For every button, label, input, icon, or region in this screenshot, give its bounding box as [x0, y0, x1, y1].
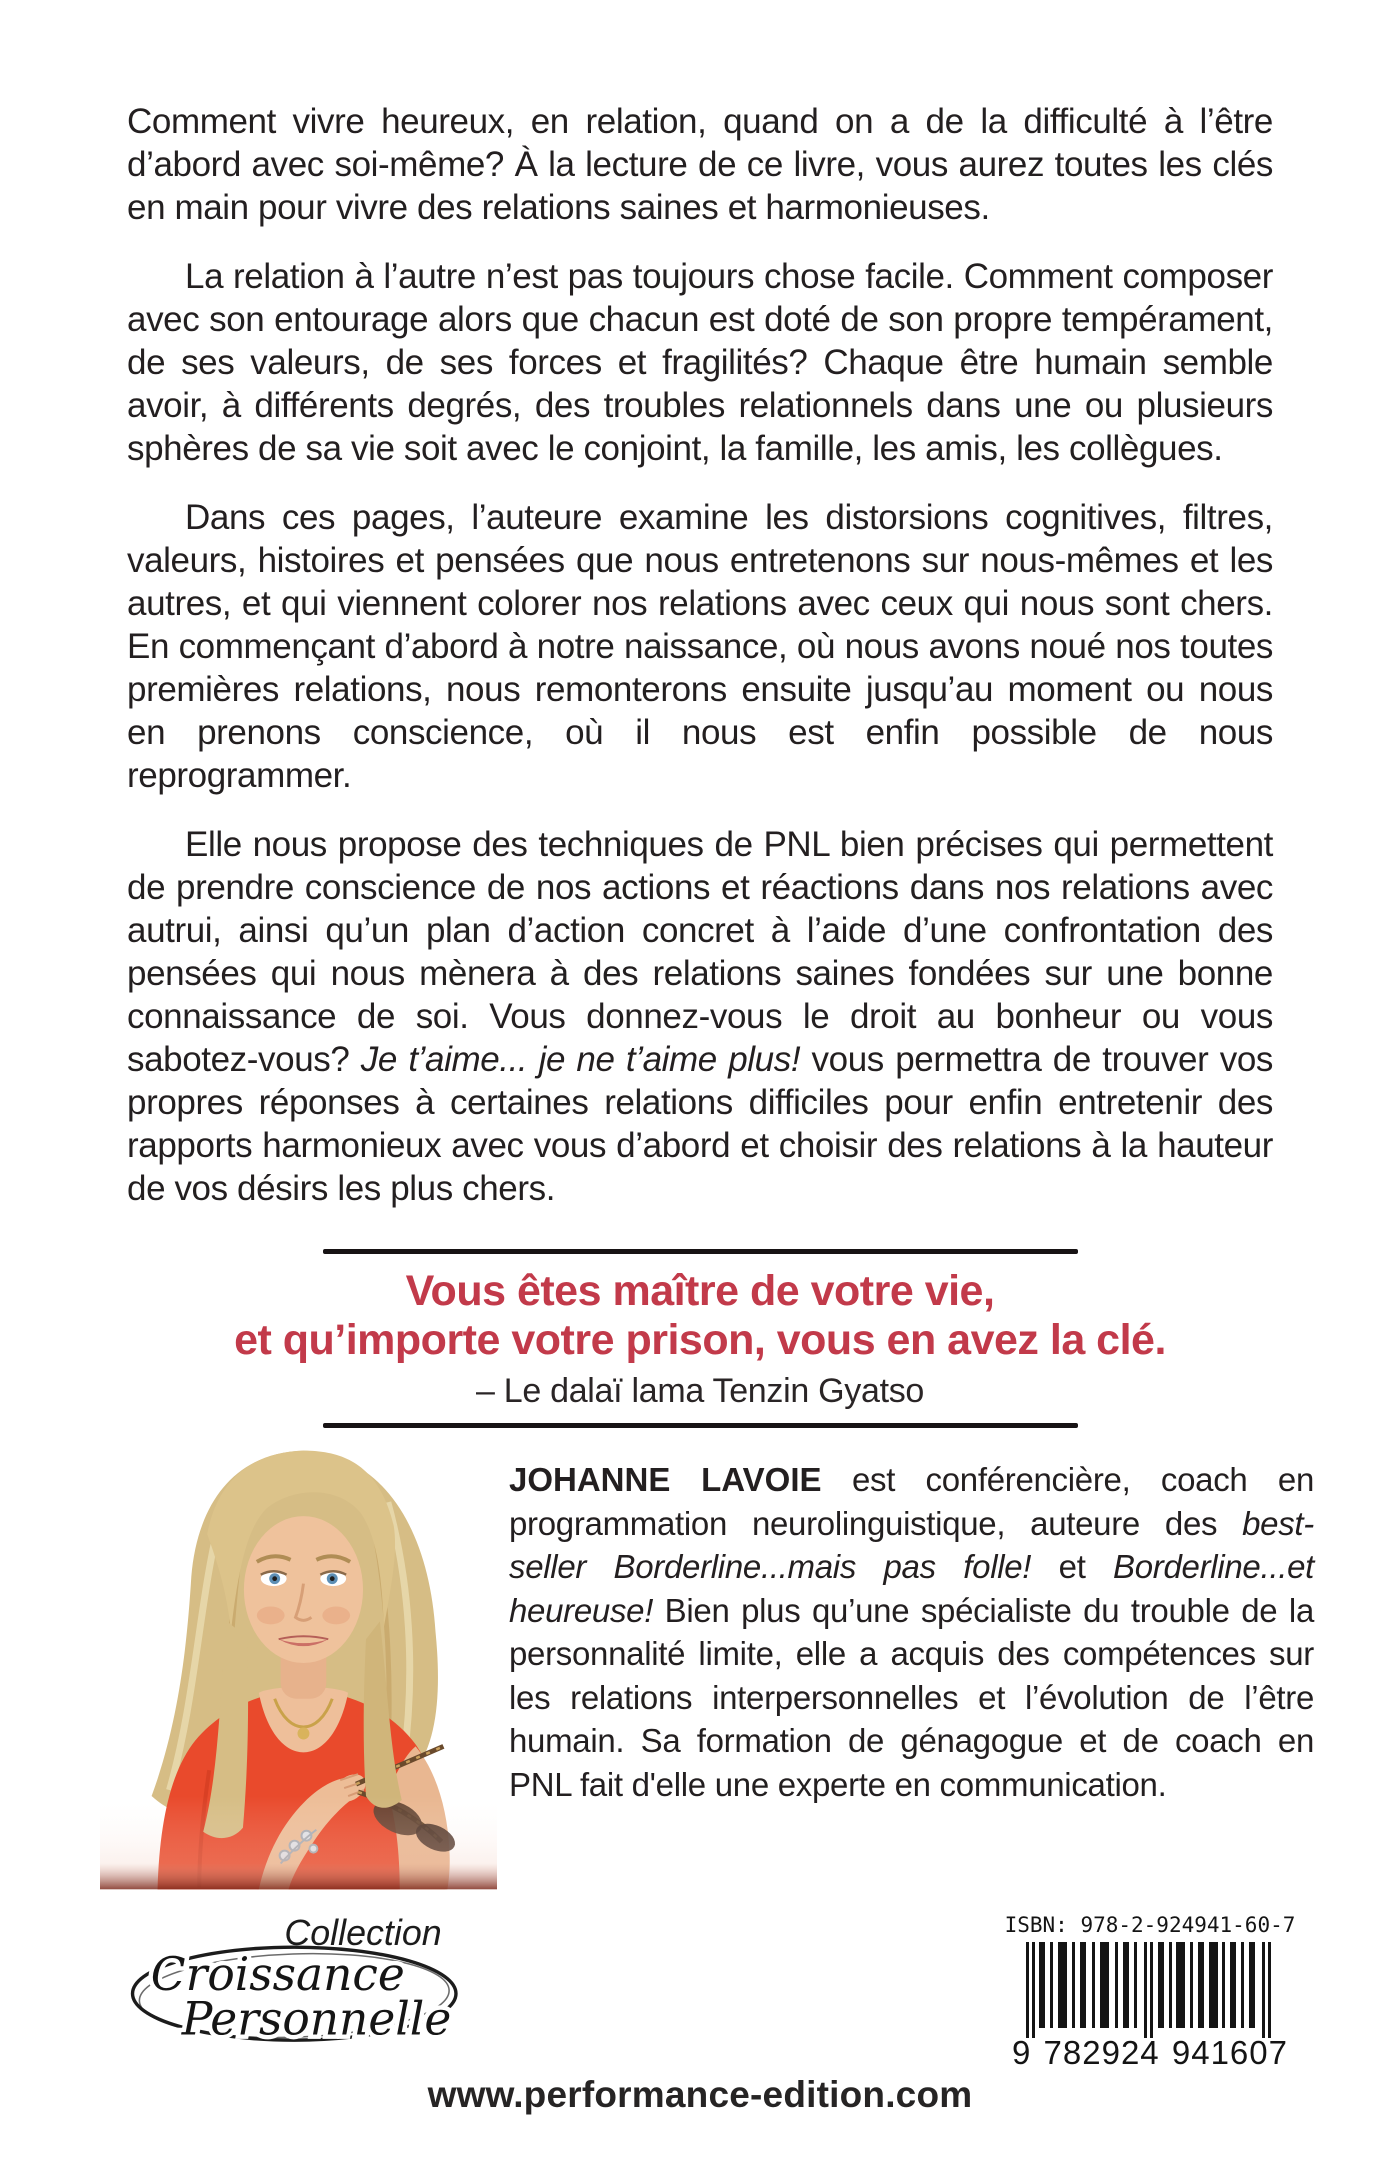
quote-block [127, 1249, 1273, 1428]
collection-script-line1: Croissance [150, 1947, 405, 2001]
isbn-digit-lead: 9 [1012, 2034, 1032, 2071]
barcode-bars [1022, 1942, 1278, 2038]
synopsis-paragraph-2: La relation à l’autre n’est pas toujours chose facile. Comment composer avec son entourage alors que chacun est doté de son propre tempérament, de ses valeurs, de ses forces et fragilités? Chaque être humain semble avoir, à différents degrés, des troubles relationnels dans une ou plusieurs sphères de sa vie soit avec le conjoint, la famille, les amis, les collègues. [127, 257, 1273, 468]
isbn-digit-group-2: 941607 [1171, 2034, 1288, 2071]
synopsis-paragraph-4-end: vous permettra de trouver vos propres réponses à certaines relations difficiles pour enfin entretenir des rapports harmonieux avec vous d’abord et choisir des relations à la hauteur de vos désirs les plus chers. [127, 1040, 1274, 1208]
quote-line-2: et qu’importe votre prison, vous en avez la clé. [234, 1316, 1166, 1364]
bio-text-3: Bien plus qu’une spécialiste du trouble de la personnalité limite, elle a acquis des compétences sur les relations interpersonnelles et l’évolution de l’être humain. Sa formation de génagogue et de coach en PNL fait d'elle une experte en communication. [509, 1591, 1314, 1803]
author-photo [100, 1440, 497, 1892]
author-bio-text [509, 1440, 1314, 1892]
bio-text-1: est conférencière, coach en programmation neurolinguistique, auteure des [509, 1461, 1314, 1542]
author-portrait-illustration [100, 1440, 497, 1892]
isbn-label: ISBN: 978-2-924941-60-7 [1004, 1913, 1296, 1937]
divider-bottom [323, 1423, 1078, 1428]
isbn-barcode [1000, 1912, 1300, 2072]
collection-label: Collection [284, 1913, 442, 1954]
book-title-2: Borderline...et heureuse! [509, 1548, 1314, 1629]
synopsis [127, 100, 1273, 1210]
synopsis-paragraph-3: Dans ces pages, l’auteure examine les distorsions cognitives, filtres, valeurs, histoires et pensées que nous entretenons sur nous-mêmes et les autres, et qui viennent colorer nos relations avec ceux qui nous sont chers. En commençant d’abord à notre naissance, où nous avons noué nos toutes premières relations, nous remonterons ensuite jusqu’au moment ou nous en prenons conscience, où il nous est enfin possible de nous reprogrammer. [127, 498, 1273, 795]
author-name: JOHANNE LAVOIE [509, 1461, 822, 1498]
isbn-digits [1012, 2034, 1288, 2072]
bio-text-2: et [1031, 1548, 1114, 1585]
quote-attribution: – Le dalaï lama Tenzin Gyatso [475, 1372, 925, 1410]
synopsis-paragraph-4-text: Elle nous propose des techniques de PNL bien précises qui permettent de prendre conscience de nos actions et réactions dans nos relations avec autrui, ainsi qu’un plan d’action concret à l’aide d’une confrontation des pensées qui nous mènera à des relations saines fondées sur une bonne connaissance de soi. Vous donnez-vous le droit au bonheur ou vous sabotez-vous? [127, 825, 1273, 1079]
collection-script-line2: Personnelle [181, 1992, 452, 2046]
synopsis-paragraph-4 [127, 823, 1273, 1210]
book-title-1: best-seller Borderline...mais pas folle! [509, 1504, 1314, 1585]
author-bio-section [100, 1440, 1314, 1892]
publisher-website: www.performance-edition.com [427, 2074, 973, 2115]
divider-top [323, 1249, 1078, 1254]
isbn-digit-group-1: 782924 [1043, 2034, 1160, 2071]
quote-line-1: Vous êtes maître de votre vie, [405, 1267, 995, 1315]
collection-logo [118, 1898, 486, 2068]
book-title-inline: Je t’aime... je ne t’aime plus! [360, 1040, 801, 1079]
synopsis-paragraph-1: Comment vivre heureux, en relation, quand on a de la difficulté à l’être d’abord avec soi-même? À la lecture de ce livre, vous aurez toutes les clés en main pour vivre des relations saines et harmonieuses. [127, 102, 1273, 227]
